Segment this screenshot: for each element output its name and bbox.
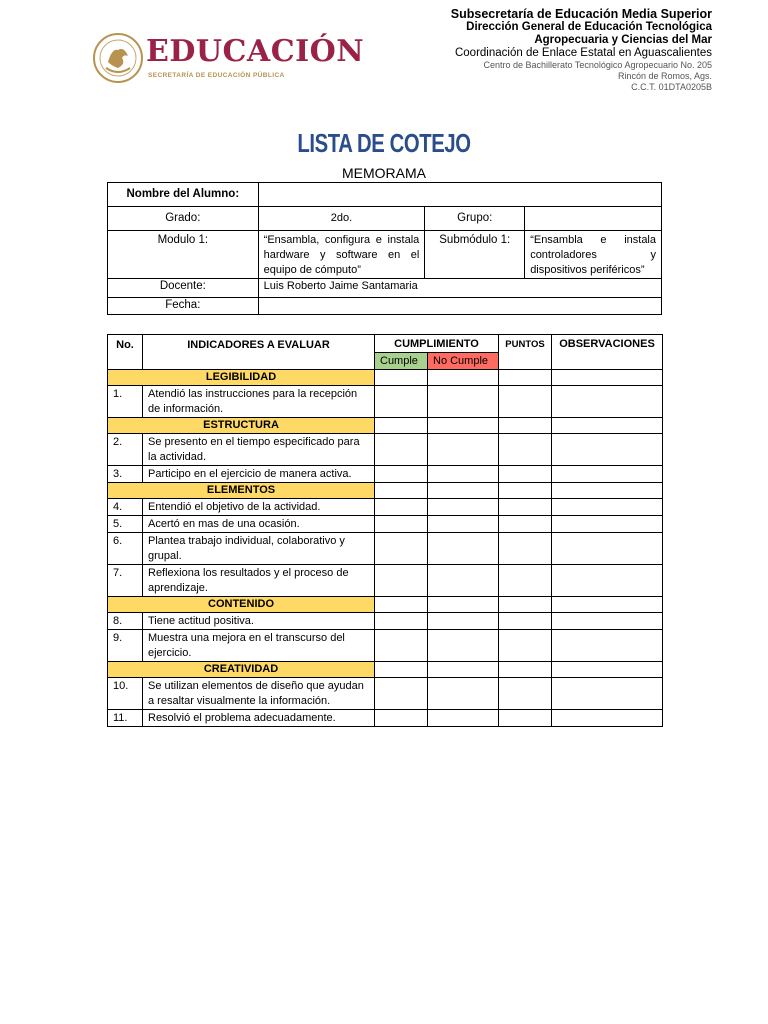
no-cumple-cell[interactable] [428,370,499,386]
indicator-row [108,630,663,662]
points-cell[interactable] [499,533,552,565]
col-header-no-cumple: No Cumple [428,353,499,370]
section-title: CONTENIDO [108,597,375,613]
eagle-seal-icon [92,32,144,84]
institution-line: Centro de Bachillerato Tecnológico Agropecuario No. 205 [483,60,712,70]
group-value[interactable] [525,207,662,231]
indicator-number: 1. [108,386,143,418]
cumple-cell[interactable] [375,613,428,630]
student-info-table [107,182,662,315]
group-label: Grupo: [425,207,525,231]
observations-cell[interactable] [552,710,663,727]
indicator-row [108,386,663,418]
submodule-value: “Ensambla e instala controladores y dispositivos periféricos” [525,231,662,279]
date-field[interactable] [258,298,661,315]
indicator-text: Tiene actitud positiva. [143,613,375,630]
points-cell[interactable] [499,710,552,727]
observations-cell[interactable] [552,597,663,613]
section-title: LEGIBILIDAD [108,370,375,386]
institution-block [451,8,712,93]
indicator-number: 6. [108,533,143,565]
section-row [108,418,663,434]
points-cell[interactable] [499,613,552,630]
evaluation-body [108,370,663,727]
observations-cell[interactable] [552,386,663,418]
cumple-cell[interactable] [375,418,428,434]
observations-cell[interactable] [552,370,663,386]
institution-line: Agropecuaria y Ciencias del Mar [534,34,712,46]
observations-cell[interactable] [552,565,663,597]
points-cell[interactable] [499,516,552,533]
cumple-cell[interactable] [375,434,428,466]
sep-logo [92,32,365,88]
indicator-row [108,499,663,516]
indicator-text: Reflexiona los resultados y el proceso de aprendizaje. [143,565,375,597]
points-cell[interactable] [499,565,552,597]
cumple-cell[interactable] [375,630,428,662]
page-title: LISTA DE COTEJO [297,128,471,158]
institution-line: C.C.T. 01DTA0205B [631,82,712,92]
cumple-cell[interactable] [375,710,428,727]
indicator-row [108,565,663,597]
points-cell[interactable] [499,678,552,710]
points-cell[interactable] [499,597,552,613]
points-cell[interactable] [499,630,552,662]
institution-line: Subsecretaría de Educación Media Superior [450,7,712,21]
indicator-text: Entendió el objetivo de la actividad. [143,499,375,516]
points-cell[interactable] [499,434,552,466]
indicator-row [108,516,663,533]
institution-line: Rincón de Romos, Ags. [617,71,712,81]
observations-cell[interactable] [552,499,663,516]
col-header-cumple: Cumple [375,353,428,370]
indicator-text: Se presento en el tiempo especificado para la actividad. [143,434,375,466]
no-cumple-cell[interactable] [428,499,499,516]
indicator-number: 7. [108,565,143,597]
indicator-number: 2. [108,434,143,466]
observations-cell[interactable] [552,418,663,434]
section-title: ESTRUCTURA [108,418,375,434]
page-subtitle: MEMORAMA [342,165,426,181]
cumple-cell[interactable] [375,597,428,613]
cumple-cell[interactable] [375,370,428,386]
col-header-number: No. [108,335,143,370]
indicator-row [108,710,663,727]
indicator-text: Atendió las instrucciones para la recepción de información. [143,386,375,418]
no-cumple-cell[interactable] [428,597,499,613]
indicator-row [108,466,663,483]
points-cell[interactable] [499,418,552,434]
points-cell[interactable] [499,466,552,483]
cumple-cell[interactable] [375,499,428,516]
cumple-cell[interactable] [375,483,428,499]
no-cumple-cell[interactable] [428,565,499,597]
indicator-number: 5. [108,516,143,533]
module-label: Modulo 1: [108,231,259,279]
observations-cell[interactable] [552,678,663,710]
indicator-text: Acertó en mas de una ocasión. [143,516,375,533]
col-header-observations: OBSERVACIONES [552,335,663,370]
section-row [108,597,663,613]
institution-line: Coordinación de Enlace Estatal en Aguascalientes [454,47,712,59]
observations-cell[interactable] [552,466,663,483]
no-cumple-cell[interactable] [428,662,499,678]
no-cumple-cell[interactable] [428,678,499,710]
logo-wordmark: EDUCACIÓN [146,34,365,69]
cumple-cell[interactable] [375,516,428,533]
section-row [108,662,663,678]
module-value: “Ensambla, configura e instala hardware y software en el equipo de cómputo” [258,231,425,279]
indicator-row [108,533,663,565]
points-cell[interactable] [499,370,552,386]
indicator-number: 3. [108,466,143,483]
observations-cell[interactable] [552,516,663,533]
no-cumple-cell[interactable] [428,418,499,434]
grade-label: Grado: [108,207,259,231]
indicator-number: 8. [108,613,143,630]
indicator-row [108,434,663,466]
cumple-cell[interactable] [375,466,428,483]
cumple-cell[interactable] [375,678,428,710]
no-cumple-cell[interactable] [428,466,499,483]
points-cell[interactable] [499,386,552,418]
cumple-cell[interactable] [375,662,428,678]
student-name-field[interactable] [258,183,661,207]
points-cell[interactable] [499,662,552,678]
observations-cell[interactable] [552,613,663,630]
indicator-text: Se utilizan elementos de diseño que ayudan a resaltar visualmente la información. [143,678,375,710]
indicator-number: 10. [108,678,143,710]
cumple-cell[interactable] [375,533,428,565]
section-title: ELEMENTOS [108,483,375,499]
no-cumple-cell[interactable] [428,516,499,533]
no-cumple-cell[interactable] [428,434,499,466]
no-cumple-cell[interactable] [428,630,499,662]
indicator-text: Resolvió el problema adecuadamente. [143,710,375,727]
cumple-cell[interactable] [375,386,428,418]
section-row [108,483,663,499]
indicator-text: Plantea trabajo individual, colaborativo y grupal. [143,533,375,565]
date-label: Fecha: [108,298,259,315]
observations-cell[interactable] [552,630,663,662]
indicator-row [108,613,663,630]
observations-cell[interactable] [552,533,663,565]
teacher-value: Luis Roberto Jaime Santamaria [258,279,661,298]
section-row [108,370,663,386]
section-title: CREATIVIDAD [108,662,375,678]
no-cumple-cell[interactable] [428,483,499,499]
observations-cell[interactable] [552,483,663,499]
observations-cell[interactable] [552,434,663,466]
points-cell[interactable] [499,483,552,499]
evaluation-table [107,334,663,727]
logo-subtitle: SECRETARÍA DE EDUCACIÓN PÚBLICA [148,72,285,79]
indicator-text: Muestra una mejora en el transcurso del ejercicio. [143,630,375,662]
indicator-number: 9. [108,630,143,662]
points-cell[interactable] [499,499,552,516]
institution-line: Dirección General de Educación Tecnológica [466,21,712,33]
indicator-number: 4. [108,499,143,516]
submodule-label: Submódulo 1: [425,231,525,279]
col-header-points: PUNTOS [499,335,552,370]
cumple-cell[interactable] [375,565,428,597]
no-cumple-cell[interactable] [428,533,499,565]
observations-cell[interactable] [552,662,663,678]
no-cumple-cell[interactable] [428,613,499,630]
student-name-label: Nombre del Alumno: [108,183,259,207]
no-cumple-cell[interactable] [428,386,499,418]
indicator-row [108,678,663,710]
grade-value[interactable]: 2do. [258,207,425,231]
indicator-number: 11. [108,710,143,727]
col-header-indicators: INDICADORES A EVALUAR [143,335,375,370]
indicator-text: Participo en el ejercicio de manera activa. [143,466,375,483]
col-header-compliance: CUMPLIMIENTO [375,335,499,353]
teacher-label: Docente: [108,279,259,298]
no-cumple-cell[interactable] [428,710,499,727]
